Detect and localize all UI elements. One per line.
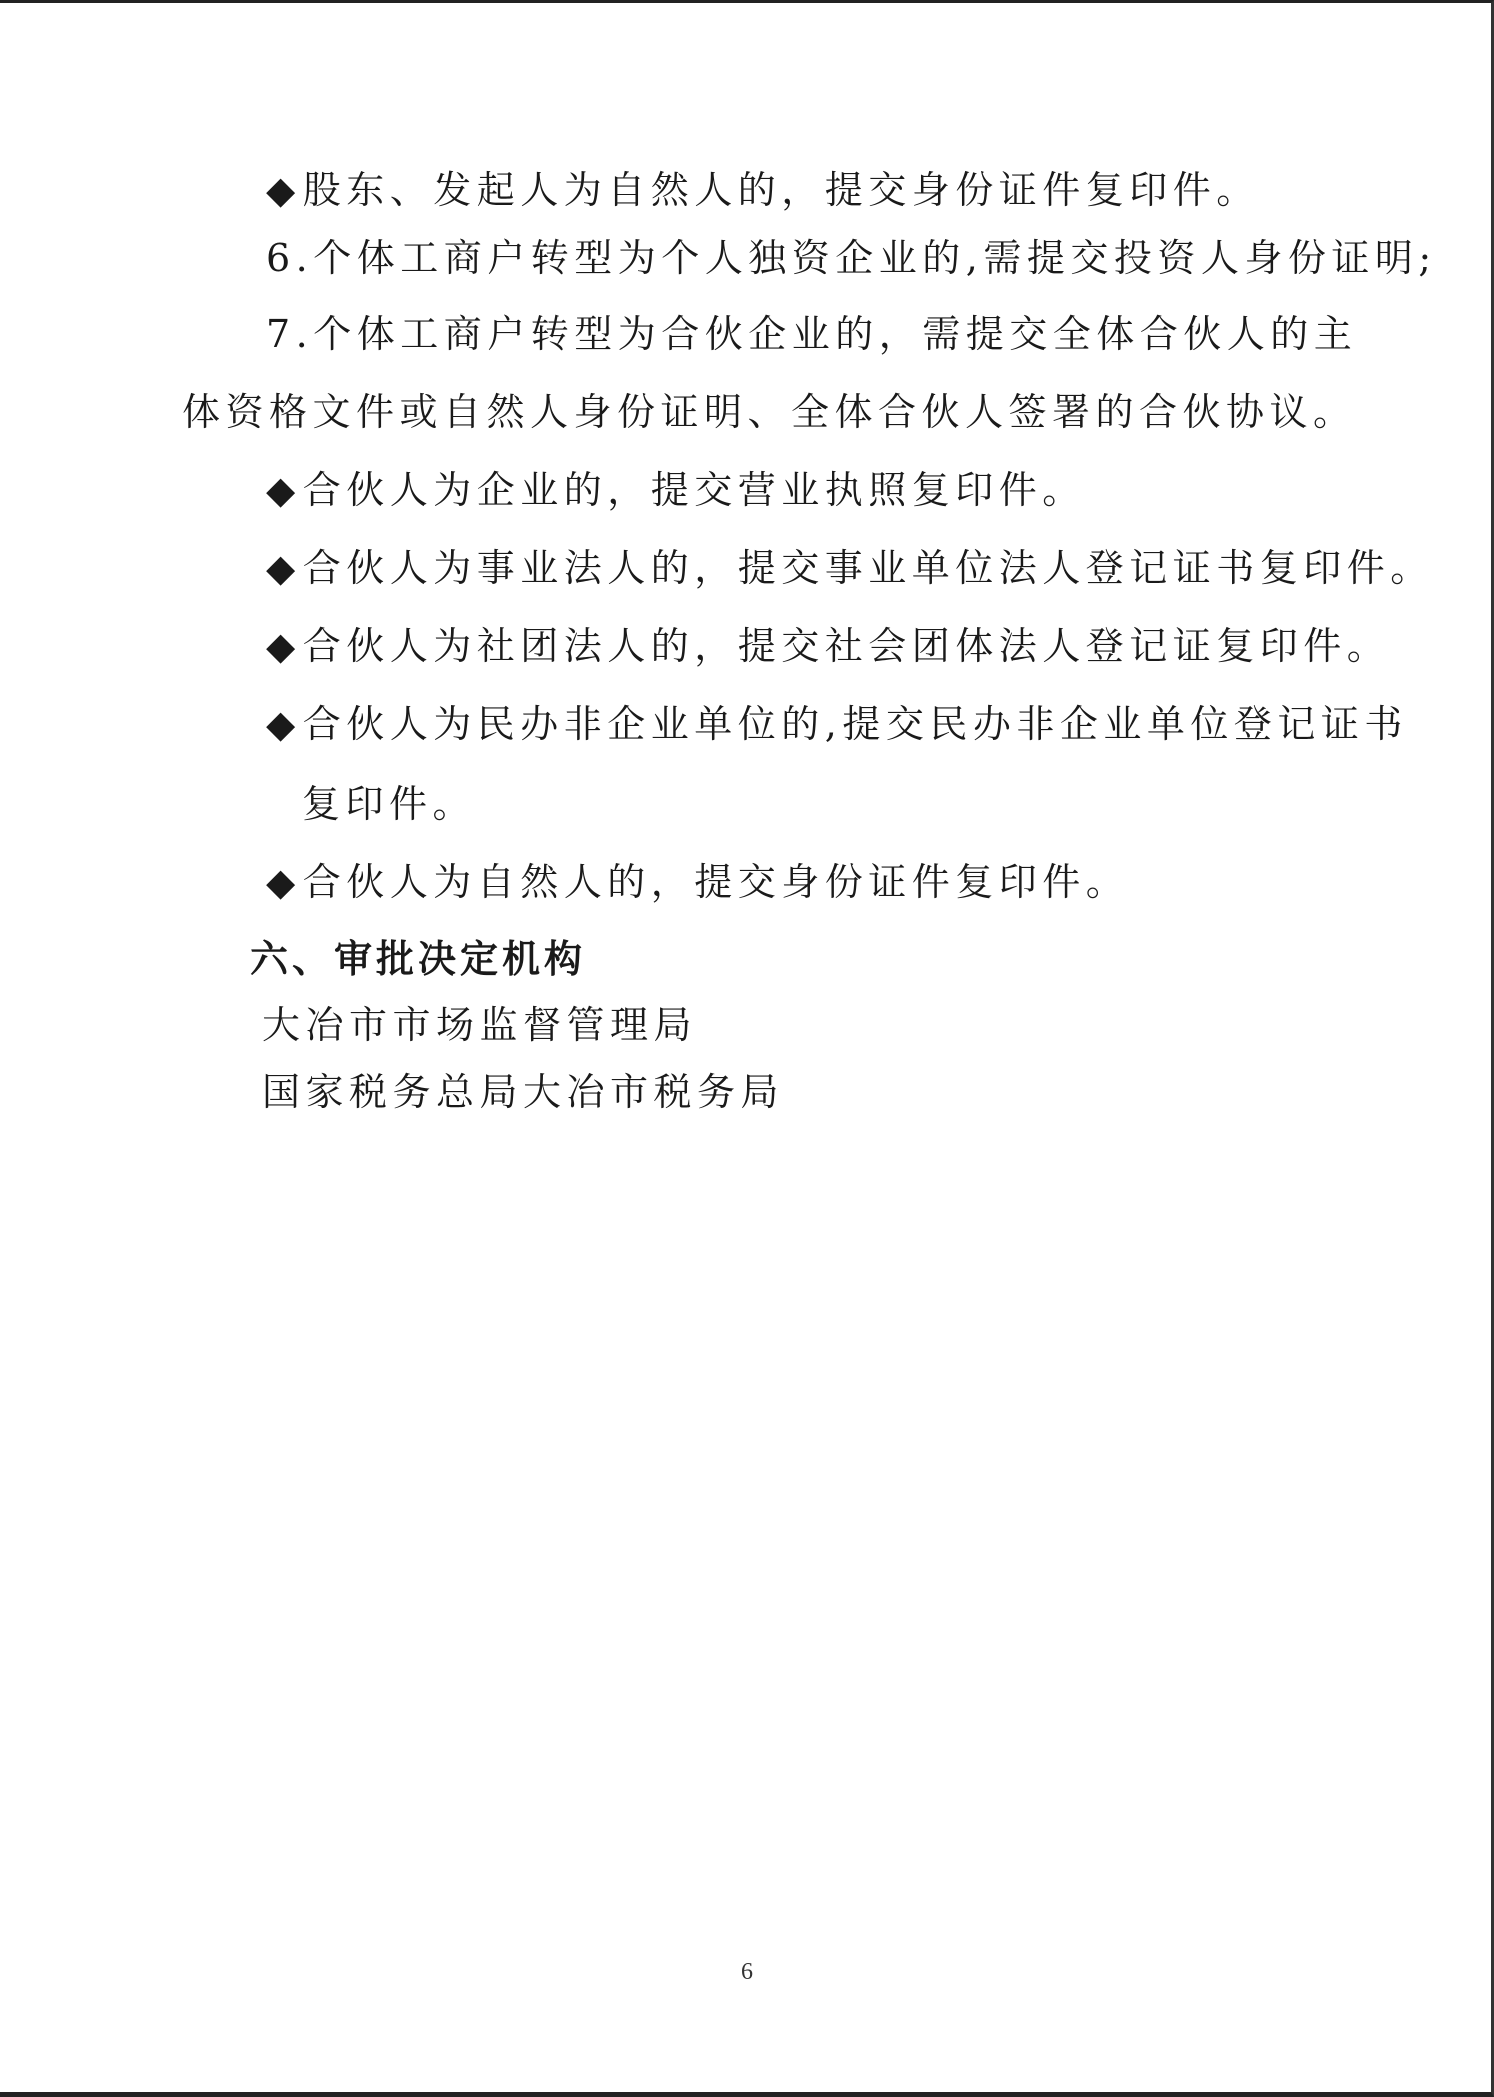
diamond-bullet-icon: ◆: [266, 624, 301, 668]
authority-line-2: 国家税务总局大冶市税务局: [262, 1070, 785, 1114]
page-number: 6: [741, 1959, 753, 1985]
diamond-bullet-icon: ◆: [266, 546, 301, 590]
text-line-5: ◆合伙人为企业的，提交营业执照复印件。: [266, 468, 1086, 512]
diamond-bullet-icon: ◆: [266, 860, 301, 904]
text-line-3: 7.个体工商户转型为合伙企业的，需提交全体合伙人的主: [266, 312, 1358, 356]
text-line-2: 6.个体工商户转型为个人独资企业的,需提交投资人身份证明;: [266, 236, 1437, 280]
diamond-bullet-icon: ◆: [266, 168, 301, 212]
text-line-9: 复印件。: [302, 782, 477, 826]
text-line-10: ◆合伙人为自然人的，提交身份证件复印件。: [266, 860, 1130, 904]
authority-line-1: 大冶市市场监督管理局: [262, 1003, 698, 1047]
section-heading: 六、审批决定机构: [250, 937, 587, 981]
text-line-4: 体资格文件或自然人身份证明、全体合伙人签署的合伙协议。: [182, 390, 1357, 434]
diamond-bullet-icon: ◆: [266, 468, 301, 512]
text-line-7: ◆合伙人为社团法人的，提交社会团体法人登记证复印件。: [266, 624, 1391, 668]
text-line-1: ◆股东、发起人为自然人的，提交身份证件复印件。: [266, 168, 1260, 212]
text-line-6: ◆合伙人为事业法人的，提交事业单位法人登记证书复印件。: [266, 546, 1434, 590]
diamond-bullet-icon: ◆: [266, 702, 301, 746]
text-line-8: ◆合伙人为民办非企业单位的,提交民办非企业单位登记证书: [266, 702, 1408, 746]
